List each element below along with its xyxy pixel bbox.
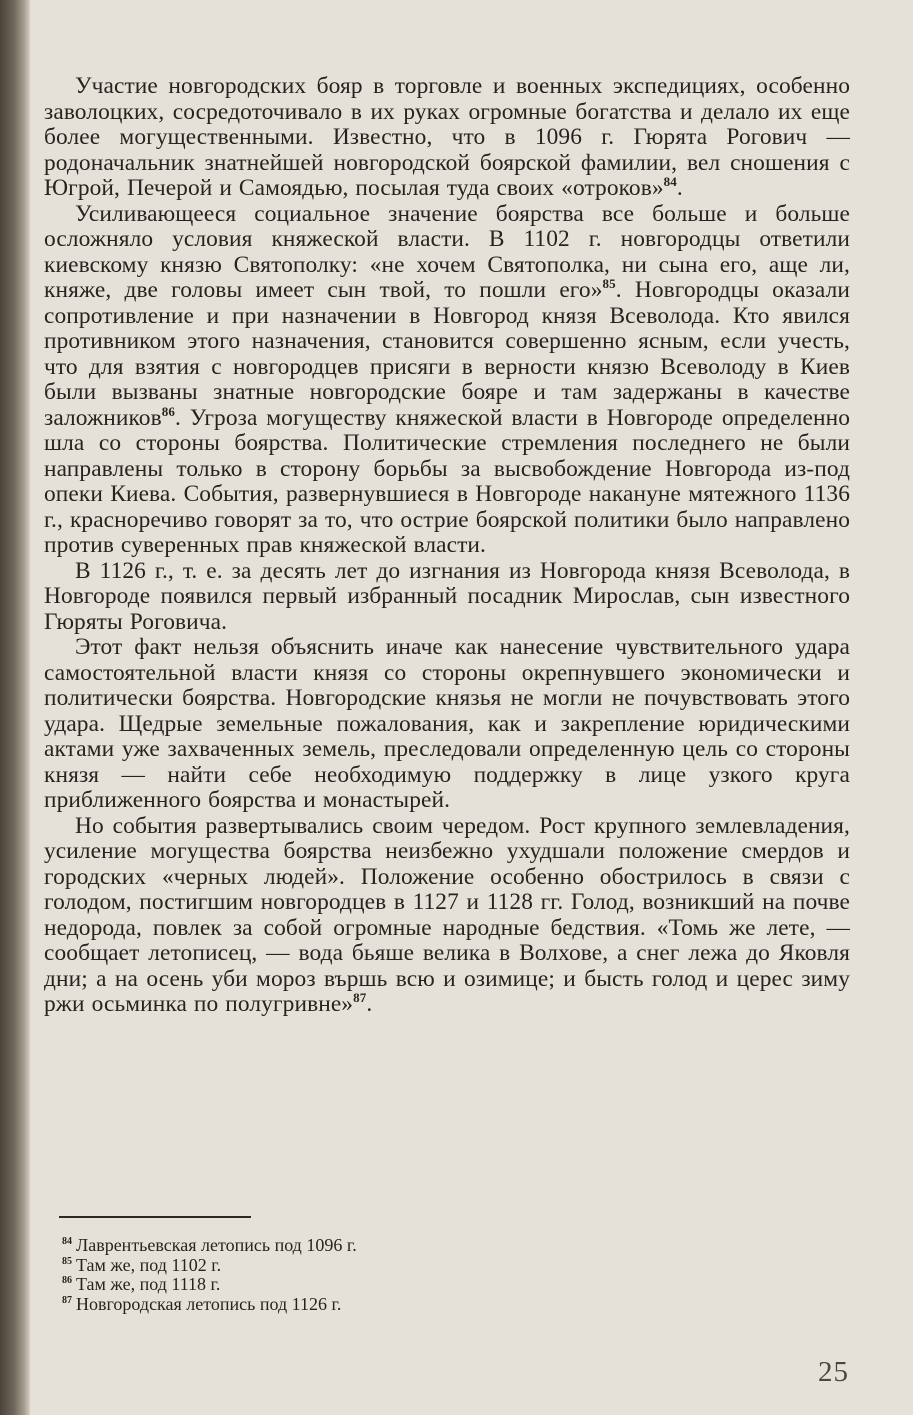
footnote-number: 87 bbox=[62, 1294, 72, 1306]
footnote-84 bbox=[62, 1236, 662, 1256]
paragraph bbox=[44, 202, 850, 559]
paragraph-text: В 1126 г., т. е. за десять лет до изгнания из Новгорода князя Всеволода, в Новгороде появился первый избранный посадник Мирослав, сын известного Гюряты Роговича. bbox=[44, 557, 850, 635]
paragraph-text: . Угроза могуществу княжеской власти в Новгороде определенно шла со стороны боярства. Политические стремления последнего не были направлены только в сторону борьбы за высвобождение Новгорода из-под опеки Киева. События, развернувшиеся в Новгороде накануне мятежного 1136 г., красноречиво говорят за то, что острие боярской политики было направлено против суверенных прав княжеской власти. bbox=[44, 404, 850, 558]
paragraph bbox=[44, 74, 850, 202]
footnote-text: Новгородская летопись под 1126 г. bbox=[76, 1293, 342, 1314]
footnotes bbox=[62, 1236, 662, 1314]
footnote-text: Лаврентьевская летопись под 1096 г. bbox=[76, 1235, 357, 1255]
paragraph-text: Этот факт нельзя объяснить иначе как нанесение чувствительного удара самостоятельной власти князя со стороны окрепнувшего экономически и политически боярства. Новгородские князья не могли не почувствовать этого удара. Щедрые земельные пожалования, как и закрепление юридическими актами уже захваченных земель, преследовали определенную цель со стороны князя — найти себе необходимую поддержку в лице узкого круга приближенного боярства и монастырей. bbox=[44, 634, 850, 813]
footnote-85 bbox=[62, 1256, 662, 1276]
book-binding-edge bbox=[0, 0, 30, 1415]
footnote-ref[interactable]: 86 bbox=[161, 403, 175, 419]
paragraph-text: . bbox=[366, 991, 373, 1017]
footnote-number: 84 bbox=[62, 1236, 72, 1247]
footnote-text: Там же, под 1102 г. bbox=[76, 1254, 222, 1275]
footnote-ref[interactable]: 85 bbox=[602, 276, 616, 291]
paragraph-text: . bbox=[676, 175, 683, 201]
footnote-ref[interactable]: 87 bbox=[353, 990, 367, 1005]
paragraph-text: Усиливающееся социальное значение боярства все больше и больше осложняло условия княжеской власти. В 1102 г. новгородцы ответили киевскому князю Святополку: «не хочем Святополка, ни сына его, аще ли, княже, две головы имеет сын твой, то пошли его» bbox=[44, 200, 850, 303]
footnote-separator bbox=[59, 1216, 251, 1218]
footnote-ref[interactable]: 84 bbox=[663, 174, 677, 189]
paragraph bbox=[44, 814, 850, 1018]
footnote-87 bbox=[62, 1295, 662, 1315]
body-text bbox=[44, 74, 850, 1018]
footnote-number: 86 bbox=[62, 1275, 72, 1286]
footnote-86 bbox=[62, 1275, 662, 1295]
footnote-text: Там же, под 1118 г. bbox=[76, 1274, 221, 1294]
paragraph-text: Но события развертывались своим чередом. Рост крупного землевладения, усиление могущества боярства неизбежно ухудшали положение смердов и городских «черных людей». Положение особенно обострилось в связи с голодом, постигшим новгородцев в 1127 и 1128 гг. Голод, возникший на почве недорода, повлек за собой огромные народные бедствия. «Томь же лете, — сообщает летописец, — вода бьяше велика в Волхове, а снег лежа до Яковля дни; а на осень уби мороз вършь всю и озимице; и бысть голод и церес зиму ржи осьминка по полугривне» bbox=[44, 812, 850, 1017]
paragraph bbox=[44, 559, 850, 636]
footnote-number: 85 bbox=[62, 1255, 72, 1267]
paragraph-text: Участие новгородских бояр в торговле и военных экспедициях, особенно заволоцких, сосредоточивало в их руках огромные богатства и делало их еще более могущественными. Известно, что в 1096 г. Гюрята Рогович — родоначальник знатнейшей новгородской боярской фамилии, вел сношения с Югрой, Печерой и Самоядью, посылая туда своих «отроков» bbox=[44, 73, 850, 201]
paragraph-text: . Новгородцы оказали сопротивление и при назначении в Новгород князя Всеволода. Кто явился противником этого назначения, становится совершенно ясным, если учесть, что для взятия с новгородцев присяги в верности князю Всеволоду в Киев были вызваны знатные новгородские бояре и там задержаны в качестве заложников bbox=[44, 277, 850, 431]
page-number: 25 bbox=[818, 1356, 849, 1388]
paragraph bbox=[44, 635, 850, 814]
